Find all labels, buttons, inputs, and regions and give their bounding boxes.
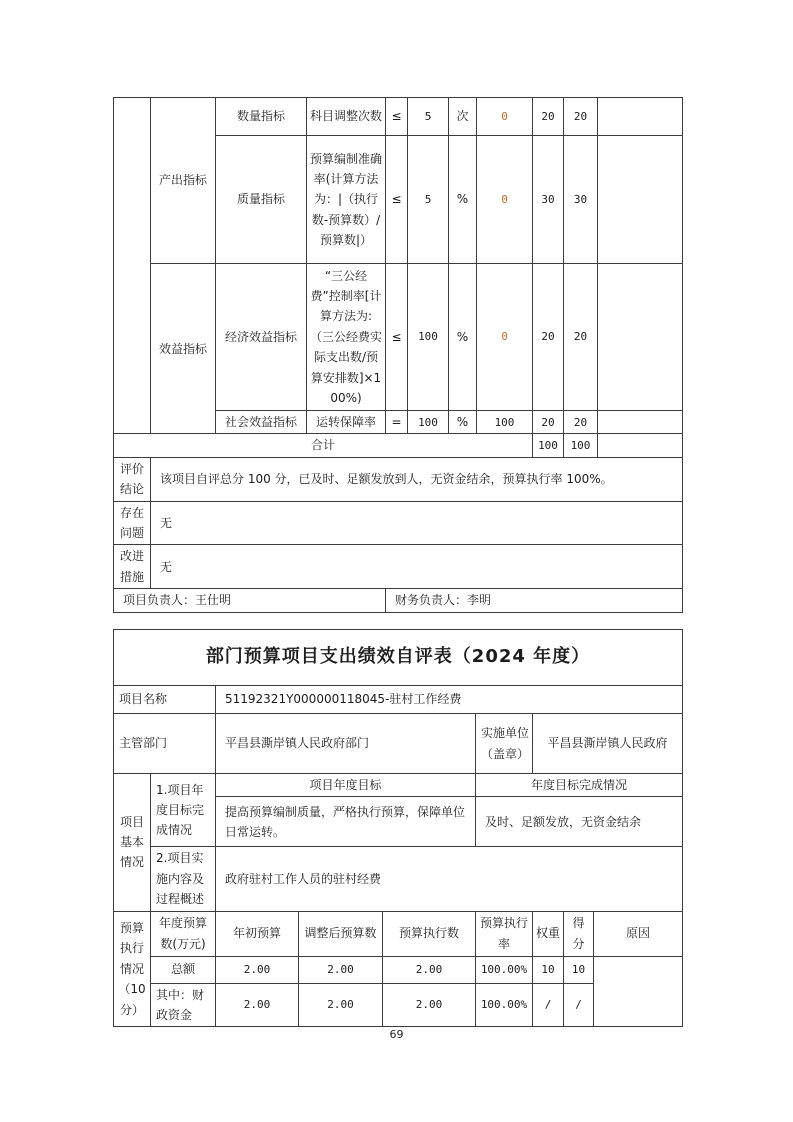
remark-cell <box>598 264 683 411</box>
conclusion-text: 该项目自评总分 100 分，已及时、足额发放到人，无资金结余，预算执行率 100%。 <box>151 457 683 501</box>
unit-cell: % <box>449 411 477 434</box>
impl-section-text: 政府驻村工作人员的驻村经费 <box>216 847 683 911</box>
remark-cell <box>598 434 683 457</box>
basic-info-label: 项目基本情况 <box>114 774 151 912</box>
title-row <box>114 630 683 686</box>
actual-value: 0 <box>477 98 533 136</box>
goal-section-label: 1.项目年度目标完成情况 <box>151 774 216 847</box>
goal-header: 项目年度目标 <box>216 774 476 797</box>
total-row <box>114 434 683 457</box>
impl-section-label: 2.项目实施内容及过程概述 <box>151 847 216 911</box>
department-label: 主管部门 <box>114 714 216 774</box>
problems-label: 存在问题 <box>114 501 151 545</box>
weight-cell: 20 <box>533 411 564 434</box>
actual-value: 0 <box>477 264 533 411</box>
executed-budget-header: 预算执行数 <box>383 911 476 956</box>
score-cell: 20 <box>564 264 598 411</box>
department-value: 平昌县澌岸镇人民政府部门 <box>216 714 476 774</box>
score-header: 得分 <box>564 911 594 956</box>
indicator-name: “三公经费”控制率[计算方法为:（三公经费实际支出数/预算安排数]×100%) <box>307 264 386 411</box>
execution-rate-value: 100.00% <box>476 983 533 1027</box>
impl-unit-value: 平昌县澌岸镇人民政府 <box>533 714 683 774</box>
impl-section-row <box>114 847 683 911</box>
goal-text: 提高预算编制质量，严格执行预算，保障单位日常运转。 <box>216 797 476 847</box>
budget-row-label-header: 年度预算数(万元) <box>151 911 216 956</box>
indicator-type: 质量指标 <box>216 136 307 264</box>
adjusted-budget-value: 2.00 <box>299 956 383 983</box>
operator-cell: ≤ <box>386 98 408 136</box>
remark-cell <box>598 98 683 136</box>
executed-budget-value: 2.00 <box>383 983 476 1027</box>
finance-lead: 财务负责人：李明 <box>386 589 683 612</box>
indicator-name: 运转保障率 <box>307 411 386 434</box>
reason-cell <box>594 956 683 1027</box>
measures-row <box>114 545 683 589</box>
score-value: / <box>564 983 594 1027</box>
blank-cell <box>114 98 151 434</box>
target-value: 5 <box>408 98 449 136</box>
budget-header-row <box>114 911 683 956</box>
score-cell: 20 <box>564 411 598 434</box>
target-value: 100 <box>408 264 449 411</box>
conclusion-label: 评价结论 <box>114 457 151 501</box>
remark-cell <box>598 136 683 264</box>
page-number: 69 <box>389 1028 404 1041</box>
budget-total-row <box>114 956 683 983</box>
score-cell: 30 <box>564 136 598 264</box>
project-lead: 项目负责人：王仕明 <box>114 589 386 612</box>
indicator-score-table <box>113 97 683 613</box>
reason-header: 原因 <box>594 911 683 956</box>
indicator-type: 经济效益指标 <box>216 264 307 411</box>
unit-cell: % <box>449 264 477 411</box>
self-evaluation-table <box>113 629 683 1027</box>
indicator-group-output: 产出指标 <box>151 98 216 264</box>
actual-value: 0 <box>477 136 533 264</box>
initial-budget-value: 2.00 <box>216 983 299 1027</box>
operator-cell: ≤ <box>386 264 408 411</box>
adjusted-budget-header: 调整后预算数 <box>299 911 383 956</box>
total-score: 100 <box>564 434 598 457</box>
weight-header: 权重 <box>533 911 564 956</box>
budget-row-label: 总额 <box>151 956 216 983</box>
actual-value: 100 <box>477 411 533 434</box>
goal-done-header: 年度目标完成情况 <box>476 774 683 797</box>
weight-value: 10 <box>533 956 564 983</box>
weight-cell: 20 <box>533 98 564 136</box>
total-weight: 100 <box>533 434 564 457</box>
target-value: 5 <box>408 136 449 264</box>
budget-section-label: 预算执行情况（10 分） <box>114 911 151 1027</box>
execution-rate-header: 预算执行率 <box>476 911 533 956</box>
initial-budget-header: 年初预算 <box>216 911 299 956</box>
signature-row <box>114 589 683 612</box>
basic-info-header-row <box>114 774 683 797</box>
remark-cell <box>598 411 683 434</box>
indicator-group-benefit: 效益指标 <box>151 264 216 434</box>
score-cell: 20 <box>564 98 598 136</box>
project-name-label: 项目名称 <box>114 686 216 714</box>
execution-rate-value: 100.00% <box>476 956 533 983</box>
department-row <box>114 714 683 774</box>
weight-cell: 20 <box>533 264 564 411</box>
operator-cell: = <box>386 411 408 434</box>
indicator-name: 科目调整次数 <box>307 98 386 136</box>
unit-cell: % <box>449 136 477 264</box>
impl-unit-label: 实施单位（盖章） <box>476 714 533 774</box>
table-title: 部门预算项目支出绩效自评表（2024 年度） <box>114 630 683 686</box>
table-row <box>114 264 683 411</box>
measures-label: 改进措施 <box>114 545 151 589</box>
adjusted-budget-value: 2.00 <box>299 983 383 1027</box>
project-name-row <box>114 686 683 714</box>
indicator-type: 社会效益指标 <box>216 411 307 434</box>
project-name-value: 51192321Y000000118045-驻村工作经费 <box>216 686 683 714</box>
indicator-type: 数量指标 <box>216 98 307 136</box>
operator-cell: ≤ <box>386 136 408 264</box>
total-label: 合计 <box>114 434 533 457</box>
weight-cell: 30 <box>533 136 564 264</box>
measures-text: 无 <box>151 545 683 589</box>
initial-budget-value: 2.00 <box>216 956 299 983</box>
goal-done-text: 及时、足额发放，无资金结余 <box>476 797 683 847</box>
unit-cell: 次 <box>449 98 477 136</box>
table-row <box>114 98 683 136</box>
indicator-name: 预算编制准确率(计算方法为：|（执行数-预算数）/预算数|） <box>307 136 386 264</box>
conclusion-row <box>114 457 683 501</box>
executed-budget-value: 2.00 <box>383 956 476 983</box>
budget-row-label: 其中：财政资金 <box>151 983 216 1027</box>
target-value: 100 <box>408 411 449 434</box>
weight-value: / <box>533 983 564 1027</box>
problems-row <box>114 501 683 545</box>
score-value: 10 <box>564 956 594 983</box>
problems-text: 无 <box>151 501 683 545</box>
